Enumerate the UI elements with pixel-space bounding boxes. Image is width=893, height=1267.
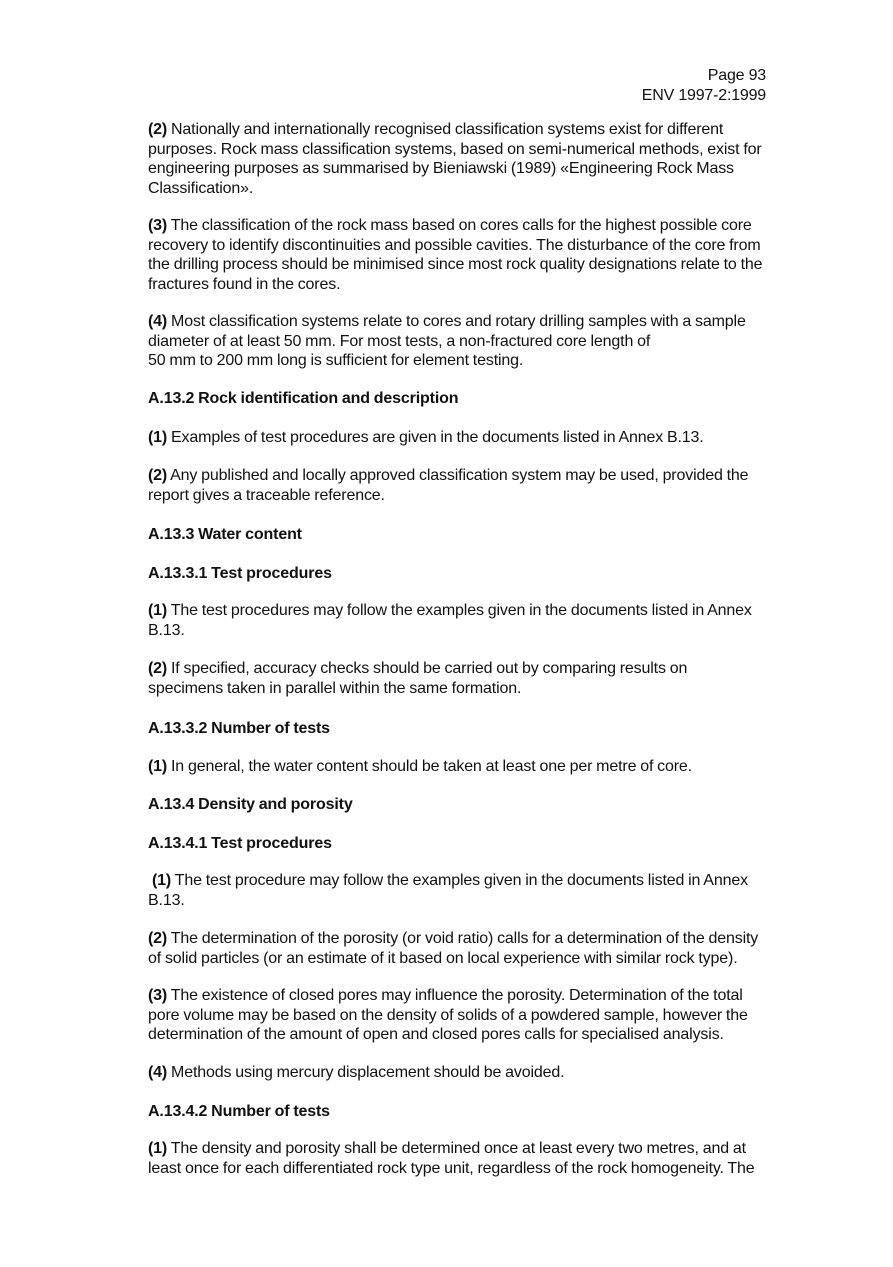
text-line: Methods using mercury displacement should be avoided.	[171, 1064, 565, 1081]
text-line: The test procedure may follow the examples given in the documents listed in Annex	[174, 872, 748, 889]
document-code: ENV 1997-2:1999	[641, 87, 766, 104]
text-line: of solid particles (or an estimate of it based on local experience with similar rock type).	[148, 949, 738, 967]
text-line: B.13.	[148, 621, 185, 639]
clause-number: (1)	[148, 758, 168, 775]
section-heading-a-13-4-1: A.13.4.1 Test procedures	[148, 835, 332, 852]
clause-number: (2)	[148, 930, 168, 947]
clause-number: (2)	[148, 660, 168, 677]
text-line: The existence of closed pores may influence the porosity. Determination of the total	[170, 987, 743, 1004]
paragraph-2-classification-systems	[148, 120, 813, 198]
text-line: The classification of the rock mass based on cores calls for the highest possible core	[170, 217, 752, 234]
clause-number: (1)	[148, 602, 168, 619]
text-line: fractures found in the cores.	[148, 275, 341, 293]
text-line: engineering purposes as summarised by Bieniawski (1989) «Engineering Rock Mass	[148, 160, 734, 177]
paragraph-a-13-2-1	[148, 428, 813, 448]
text-line: If specified, accuracy checks should be carried out by comparing results on	[171, 660, 688, 677]
clause-number: (3)	[148, 217, 168, 234]
text-line: In general, the water content should be taken at least one per metre of core.	[171, 758, 692, 775]
paragraph-a-13-2-2	[148, 466, 813, 505]
text-line: specimens taken in parallel within the same formation.	[148, 679, 522, 697]
page-number: Page 93	[707, 67, 766, 84]
text-line: The determination of the porosity (or void ratio) calls for a determination of the density	[170, 930, 759, 947]
paragraph-a-13-4-1-4	[148, 1063, 813, 1083]
text-line: determination of the amount of open and closed pores calls for specialised analysis.	[148, 1026, 724, 1043]
text-line: purposes. Rock mass classification systems, based on semi-numerical methods, exist for	[148, 140, 762, 158]
paragraph-a-13-4-1-3	[148, 986, 813, 1045]
text-line: least once for each differentiated rock type unit, regardless of the rock homogeneity. The	[148, 1159, 755, 1177]
text-line: report gives a traceable reference.	[148, 486, 385, 504]
text-line: Classification».	[148, 179, 254, 197]
text-line: Any published and locally approved classification system may be used, provided the	[170, 467, 749, 484]
clause-number: (4)	[148, 1064, 168, 1081]
paragraph-a-13-4-1-1	[148, 871, 817, 910]
section-heading-a-13-3-1: A.13.3.1 Test procedures	[148, 565, 332, 582]
clause-number: (1)	[148, 1140, 168, 1157]
paragraph-a-13-3-1-1	[148, 601, 813, 640]
paragraph-a-13-4-1-2	[148, 929, 813, 968]
paragraph-a-13-3-2-1	[148, 757, 813, 777]
clause-number: (3)	[148, 987, 168, 1004]
text-line: Examples of test procedures are given in the documents listed in Annex B.13.	[171, 429, 704, 446]
text-line: the drilling process should be minimised since most rock quality designations relate to the	[148, 256, 763, 273]
text-line: The test procedures may follow the examples given in the documents listed in Annex	[170, 602, 752, 619]
text-line: 50 mm to 200 mm long is sufficient for element testing.	[148, 352, 524, 369]
text-line: Most classification systems relate to cores and rotary drilling samples with a sample	[171, 313, 746, 330]
clause-number: (4)	[148, 313, 168, 330]
section-heading-a-13-3-2: A.13.3.2 Number of tests	[148, 720, 330, 737]
clause-number: (2)	[148, 467, 168, 484]
paragraph-4-sample-diameter	[148, 312, 813, 371]
text-line: Nationally and internationally recognised classification systems exist for different	[171, 121, 724, 138]
clause-number: (1)	[152, 872, 172, 889]
section-heading-a-13-3: A.13.3 Water content	[148, 526, 302, 543]
text-line: diameter of at least 50 mm. For most tests, a non-fractured core length of	[148, 332, 651, 350]
text-line: recovery to identify discontinuities and possible cavities. The disturbance of the core from	[148, 236, 761, 254]
clause-number: (1)	[148, 429, 168, 446]
clause-number: (2)	[148, 121, 168, 138]
text-line: The density and porosity shall be determined once at least every two metres, and at	[170, 1140, 746, 1157]
paragraph-a-13-3-1-2	[148, 659, 813, 698]
paragraph-3-rock-mass-cores	[148, 216, 813, 294]
section-heading-a-13-4-2: A.13.4.2 Number of tests	[148, 1103, 330, 1120]
section-heading-a-13-2: A.13.2 Rock identification and description	[148, 390, 459, 407]
paragraph-a-13-4-2-1	[148, 1139, 813, 1178]
text-line: pore volume may be based on the density of solids of a powdered sample, however the	[148, 1006, 748, 1024]
text-line: B.13.	[148, 891, 185, 909]
section-heading-a-13-4: A.13.4 Density and porosity	[148, 796, 353, 813]
